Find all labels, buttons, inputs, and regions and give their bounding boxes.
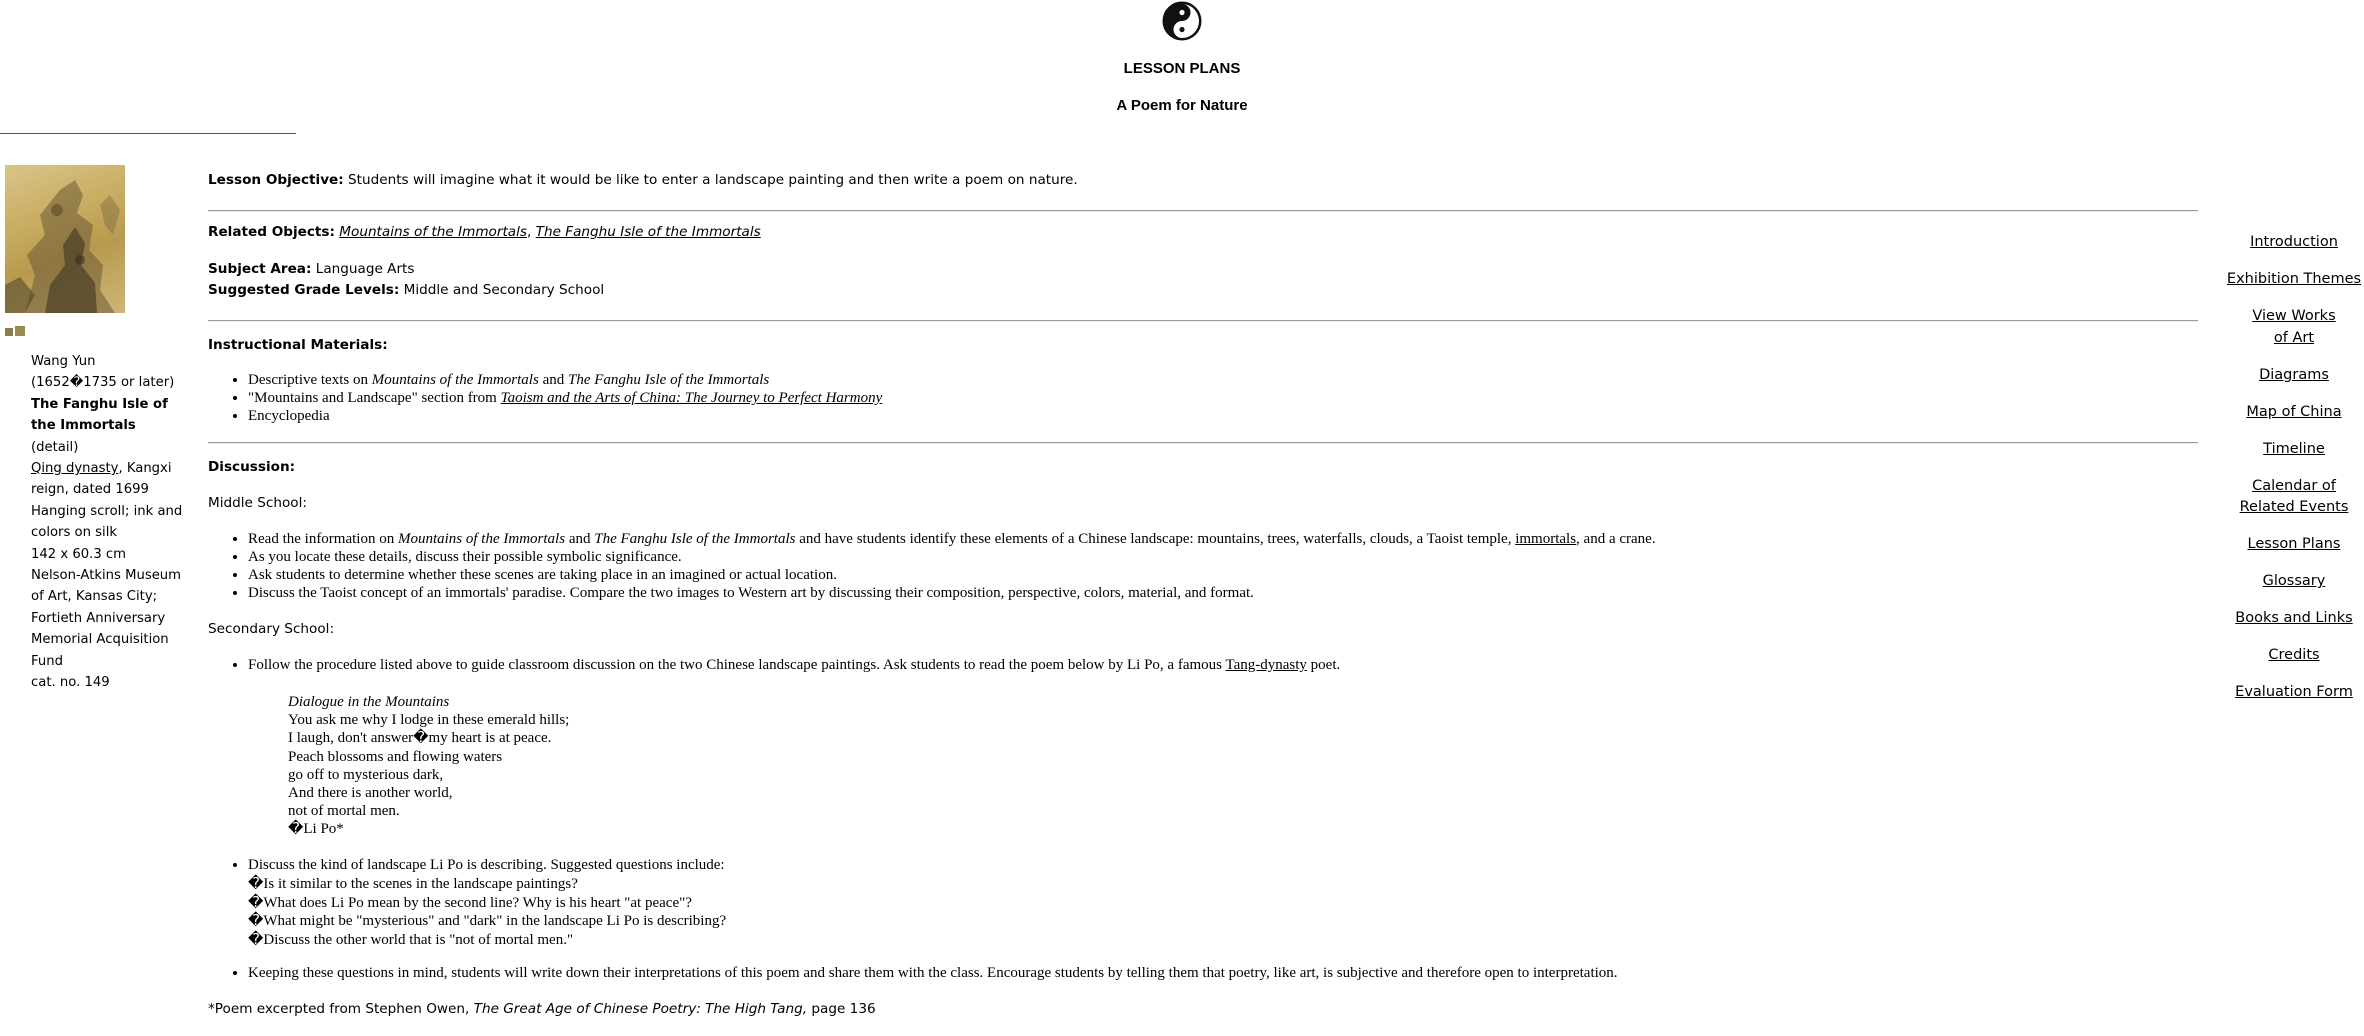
list-item: • Keeping these questions in mind, students will write down their interpretations of this poem and share them with the class. Encourage students by telling them that poetry, like art, is subjective and therefore open to interpretation. — [248, 964, 1618, 982]
divider — [208, 210, 2198, 212]
subject-value: Language Arts — [311, 261, 415, 277]
landscape-painting-illustration — [5, 165, 125, 313]
list-item: • Encyclopedia — [248, 407, 882, 425]
nav-books-and-links[interactable] — [2218, 608, 2364, 630]
discussion-label: Discussion: — [208, 459, 296, 475]
nav-map-of-china[interactable] — [2218, 402, 2364, 424]
subject-label: Subject Area: — [208, 261, 312, 277]
nav-link[interactable]: of Art — [2273, 329, 2315, 346]
header-divider — [0, 133, 296, 134]
poem-line: Peach blossoms and flowing waters — [288, 748, 503, 765]
nav-link[interactable]: Related Events — [2239, 499, 2349, 516]
item-text: , and a crane. — [1576, 531, 1656, 547]
poem — [288, 693, 569, 839]
artist-dates: (1652�1735 or later) — [31, 375, 175, 391]
nav-link[interactable]: Glossary — [2262, 573, 2326, 590]
nav-diagrams[interactable] — [2218, 365, 2364, 387]
taoism-arts-link[interactable]: Taoism and the Arts of China: The Journey to Perfect Harmony — [500, 390, 883, 406]
list-item — [248, 371, 882, 389]
artist-name: Wang Yun — [31, 354, 96, 369]
nav-view-works-of-art[interactable] — [2218, 306, 2364, 349]
list-item: • Ask students to determine whether these scenes are taking place in an imagined or actual location. — [248, 566, 1656, 584]
item-text: Follow the procedure listed above to guide classroom discussion on the two Chinese landscape paintings. Ask students to read the poem below by Li Po, a famous — [248, 657, 1226, 673]
nav-link[interactable]: Credits — [2268, 647, 2320, 664]
nav-link[interactable]: Calendar of — [2252, 477, 2336, 494]
middle-school-label: Middle School: — [208, 495, 307, 511]
list-item: • Discuss the Taoist concept of an immortals' paradise. Compare the two images to Western art by discussing their composition, perspective, colors, material, and format. — [248, 584, 1656, 602]
secondary-school-list-final — [208, 964, 1618, 982]
poem-line: not of mortal men. — [288, 803, 400, 820]
artwork-image[interactable] — [5, 165, 125, 313]
nav-link[interactable]: Exhibition Themes — [2226, 270, 2362, 287]
nav-link[interactable]: View Works — [2252, 307, 2336, 324]
collection-line4: Memorial Acquisition — [31, 632, 169, 648]
nav-calendar[interactable] — [2218, 476, 2364, 519]
site-navigation — [2218, 232, 2364, 719]
item-text: • Discuss the kind of landscape Li Po is describing. Suggested questions include: — [248, 857, 725, 873]
item-title: The Fanghu Isle of the Immortals — [568, 372, 770, 388]
thumbnail-1[interactable] — [5, 328, 13, 336]
item-text: Read the information on — [248, 531, 398, 547]
separator: , — [527, 224, 536, 240]
lesson-objective — [208, 172, 1078, 188]
footnote-book-title: The Great Age of Chinese Poetry: The High Tang, — [473, 1001, 808, 1017]
list-item — [248, 856, 726, 950]
immortals-link[interactable]: immortals — [1515, 531, 1577, 547]
question: �Discuss the other world that is "not of mortal men." — [248, 932, 574, 949]
poem-title: Dialogue in the Mountains — [288, 694, 450, 710]
list-item — [248, 389, 882, 407]
item-text: and — [565, 531, 595, 547]
nav-glossary[interactable] — [2218, 571, 2364, 593]
nav-introduction[interactable] — [2218, 232, 2364, 254]
objective-text: Students will imagine what it would be like to enter a landscape painting and then write a poem on nature. — [343, 172, 1078, 188]
medium-line1: Hanging scroll; ink and — [31, 503, 183, 519]
materials-label: Instructional Materials: — [208, 337, 388, 353]
poem-attribution: �Li Po* — [288, 821, 344, 838]
divider — [208, 442, 2198, 444]
nav-evaluation-form[interactable] — [2218, 682, 2364, 704]
item-text: "Mountains and Landscape" section from — [248, 390, 501, 406]
image-thumbnails — [5, 318, 27, 336]
poem-line: go off to mysterious dark, — [288, 766, 444, 783]
item-title: Mountains of the Immortals — [371, 372, 539, 388]
list-item — [248, 530, 1656, 548]
dimensions: 142 x 60.3 cm — [31, 546, 127, 562]
yin-yang-logo — [1162, 1, 1202, 41]
grade-levels — [208, 282, 604, 298]
item-text: poet. — [1306, 657, 1341, 673]
artwork-title-line2: the Immortals — [31, 418, 136, 434]
collection-line1: Nelson-Atkins Museum — [31, 568, 182, 584]
nav-link[interactable]: Evaluation Form — [2235, 684, 2353, 701]
reign-line: reign, dated 1699 — [31, 482, 149, 498]
item-title: The Fanghu Isle of the Immortals — [594, 531, 796, 547]
item-text: Descriptive texts on — [248, 372, 372, 388]
item-title: Mountains of the Immortals — [397, 531, 566, 547]
nav-link[interactable]: Books and Links — [2235, 610, 2353, 627]
poem-line: And there is another world, — [288, 785, 453, 802]
nav-link[interactable]: Timeline — [2263, 440, 2325, 457]
page-title: A Poem for Nature — [1116, 97, 1248, 114]
related-label: Related Objects: — [208, 224, 335, 240]
medium-line2: colors on silk — [31, 525, 117, 541]
divider — [208, 320, 2198, 322]
artwork-title-line1: The Fanghu Isle of — [31, 396, 168, 412]
subject-area — [208, 261, 414, 277]
objective-label: Lesson Objective: — [208, 172, 344, 188]
poem-line: You ask me why I lodge in these emerald hills; — [288, 712, 570, 729]
mountains-of-the-immortals-link[interactable]: Mountains of the Immortals — [339, 224, 527, 240]
artwork-caption — [31, 351, 191, 694]
poem-line: I laugh, don't answer�my heart is at peace. — [288, 730, 552, 747]
question: �Is it similar to the scenes in the landscape paintings? — [248, 875, 578, 892]
footnote — [208, 1001, 876, 1017]
secondary-school-list-continued — [208, 856, 726, 950]
dynasty-rest: , Kangxi — [118, 461, 172, 477]
collection-line2: of Art, Kansas City; — [31, 589, 158, 605]
qing-dynasty-link[interactable]: Qing dynasty — [31, 461, 119, 477]
question: �What does Li Po mean by the second line? Why is his heart "at peace"? — [248, 894, 692, 911]
nav-timeline[interactable] — [2218, 439, 2364, 461]
collection-line3: Fortieth Anniversary — [31, 610, 166, 626]
dynasty-line — [31, 458, 191, 479]
catalog-number: cat. no. 149 — [31, 675, 110, 691]
list-item: • As you locate these details, discuss their possible symbolic significance. — [248, 548, 1656, 566]
secondary-school-label: Secondary School: — [208, 621, 335, 637]
footnote-text: *Poem excerpted from Stephen Owen, — [208, 1001, 474, 1017]
nav-lesson-plans[interactable] — [2218, 534, 2364, 556]
fanghu-isle-link[interactable]: The Fanghu Isle of the Immortals — [535, 224, 761, 240]
nav-link[interactable]: Map of China — [2246, 403, 2342, 420]
footnote-text: page 136 — [807, 1001, 876, 1017]
question: �What might be "mysterious" and "dark" in the landscape Li Po is describing? — [248, 913, 727, 930]
nav-link[interactable]: Diagrams — [2259, 366, 2329, 383]
section-heading: LESSON PLANS — [1123, 60, 1241, 77]
item-text: and have students identify these elements of a Chinese landscape: mountains, trees, waterfalls, clouds, a Taoist temple, — [795, 531, 1516, 547]
nav-credits[interactable] — [2218, 645, 2364, 667]
materials-list — [208, 371, 882, 425]
artwork-detail: (detail) — [31, 439, 79, 455]
tang-dynasty-link[interactable]: Tang-dynasty — [1225, 657, 1307, 673]
nav-link[interactable]: Lesson Plans — [2247, 536, 2341, 553]
related-objects — [208, 224, 761, 240]
nav-exhibition-themes[interactable] — [2218, 269, 2364, 291]
nav-link[interactable]: Introduction — [2250, 234, 2338, 250]
grades-value: Middle and Secondary School — [399, 282, 605, 298]
item-text: and — [538, 372, 568, 388]
thumbnail-2[interactable] — [15, 326, 25, 336]
middle-school-list — [208, 530, 1656, 602]
secondary-school-list — [208, 656, 1340, 674]
collection-line5: Fund — [31, 653, 63, 669]
list-item — [248, 656, 1340, 674]
grades-label: Suggested Grade Levels: — [208, 282, 400, 298]
